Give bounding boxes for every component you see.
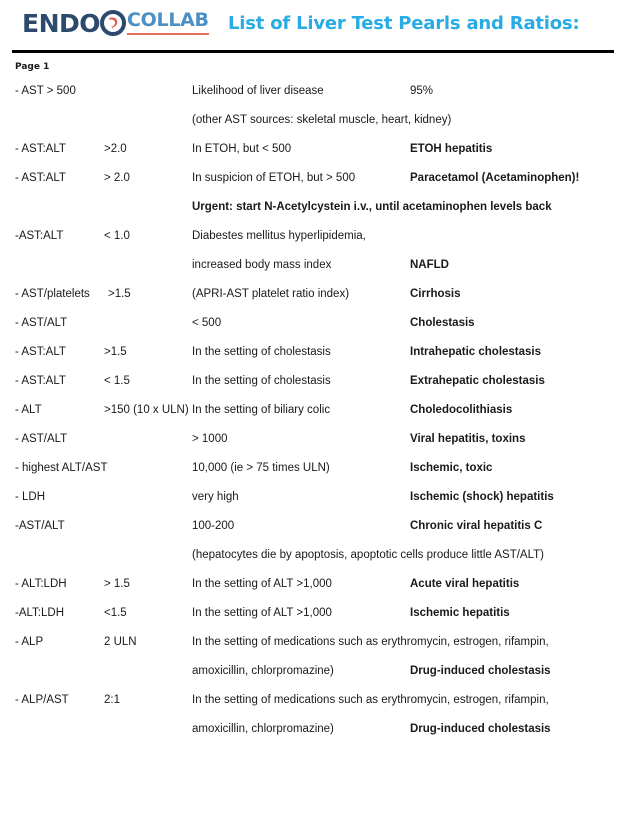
endoscope-stomach-icon — [100, 10, 126, 36]
diagnosis-cell: Extrahepatic cholestasis — [410, 375, 545, 387]
table-row — [0, 519, 626, 548]
diagnosis-cell: Viral hepatitis, toxins — [410, 433, 526, 445]
description-cell: In the setting of cholestasis — [192, 375, 331, 387]
test-value-cell: >2.0 — [104, 143, 127, 155]
diagnosis-cell: Ischemic hepatitis — [410, 607, 510, 619]
test-name-cell: -ALT:LDH — [15, 607, 64, 619]
description-cell: In suspicion of ETOH, but > 500 — [192, 172, 356, 184]
table-row — [0, 345, 626, 374]
test-value-cell: < 1.5 — [104, 375, 130, 387]
description-cell: In the setting of ALT >1,000 — [192, 578, 332, 590]
table-row — [0, 84, 626, 113]
table-row — [0, 142, 626, 171]
test-name-cell: - highest ALT/AST — [15, 462, 108, 474]
test-value-cell: 2 ULN — [104, 636, 137, 648]
table-row — [0, 432, 626, 461]
logo-accent-underline — [127, 33, 209, 35]
test-value-cell: >1.5 — [104, 346, 127, 358]
test-name-cell: - ALP — [15, 636, 44, 648]
table-row — [0, 200, 626, 229]
description-cell: amoxicillin, chlorpromazine) — [192, 723, 334, 735]
test-name-cell: -AST/ALT — [15, 520, 65, 532]
page-title: List of Liver Test Pearls and Ratios: — [228, 13, 580, 34]
diagnosis-cell: Intrahepatic cholestasis — [410, 346, 542, 358]
diagnosis-cell: Cholestasis — [410, 317, 475, 329]
diagnosis-cell: Ischemic, toxic — [410, 462, 493, 474]
test-name-cell: - AST:ALT — [15, 172, 66, 184]
table-row — [0, 403, 626, 432]
description-cell: In the setting of medications such as erythromycin, estrogen, rifampin, — [192, 694, 549, 706]
table-row — [0, 113, 626, 142]
table-row — [0, 606, 626, 635]
table-row — [0, 722, 626, 751]
test-value-cell: >1.5 — [108, 288, 131, 300]
liver-test-table — [0, 84, 626, 751]
test-name-cell: - AST/ALT — [15, 317, 68, 329]
description-cell: In the setting of ALT >1,000 — [192, 607, 332, 619]
test-name-cell: - AST:ALT — [15, 375, 66, 387]
description-cell: Diabestes mellitus hyperlipidemia, — [192, 230, 366, 242]
logo-text-collab: COLLAB — [127, 9, 209, 31]
diagnosis-cell: Choledocolithiasis — [410, 404, 513, 416]
test-name-cell: - AST:ALT — [15, 346, 66, 358]
table-row — [0, 287, 626, 316]
diagnosis-cell: Chronic viral hepatitis C — [410, 520, 543, 532]
test-name-cell: -AST:ALT — [15, 230, 64, 242]
description-cell: In the setting of medications such as erythromycin, estrogen, rifampin, — [192, 636, 549, 648]
test-value-cell: <1.5 — [104, 607, 127, 619]
description-cell: very high — [192, 491, 239, 503]
test-value-cell: >150 (10 x ULN) — [104, 404, 189, 416]
test-value-cell: > 2.0 — [104, 172, 130, 184]
description-cell: 100-200 — [192, 520, 235, 532]
test-name-cell: - LDH — [15, 491, 46, 503]
test-name-cell: - AST/ALT — [15, 433, 68, 445]
table-row — [0, 461, 626, 490]
test-value-cell: > 1.5 — [104, 578, 130, 590]
test-name-cell: - ALT:LDH — [15, 578, 67, 590]
table-row — [0, 490, 626, 519]
test-name-cell: - ALP/AST — [15, 694, 69, 706]
diagnosis-cell: ETOH hepatitis — [410, 143, 493, 155]
document-header — [0, 0, 626, 72]
description-cell: 10,000 (ie > 75 times ULN) — [192, 462, 330, 474]
description-cell: In ETOH, but < 500 — [192, 143, 292, 155]
table-row — [0, 229, 626, 258]
test-value-cell: < 1.0 — [104, 230, 130, 242]
description-cell: < 500 — [192, 317, 222, 329]
table-row — [0, 316, 626, 345]
diagnosis-cell: Drug-induced cholestasis — [410, 723, 551, 735]
description-cell: amoxicillin, chlorpromazine) — [192, 665, 334, 677]
logo-text-collab-wrap — [127, 11, 209, 35]
table-row — [0, 635, 626, 664]
table-row — [0, 664, 626, 693]
description-cell: (other AST sources: skeletal muscle, heart, kidney) — [192, 114, 452, 126]
test-name-cell: - ALT — [15, 404, 42, 416]
table-row — [0, 374, 626, 403]
description-cell: > 1000 — [192, 433, 228, 445]
logo-text-endo: ENDO — [22, 8, 101, 38]
description-cell: Urgent: start N-Acetylcystein i.v., until acetaminophen levels back — [192, 201, 552, 213]
diagnosis-cell: Acute viral hepatitis — [410, 578, 520, 590]
diagnosis-cell: Cirrhosis — [410, 288, 461, 300]
table-row — [0, 171, 626, 200]
header-divider — [12, 50, 614, 53]
description-cell: Likelihood of liver disease — [192, 85, 324, 97]
test-name-cell: - AST:ALT — [15, 143, 66, 155]
test-name-cell: - AST/platelets — [15, 288, 90, 300]
diagnosis-cell: Ischemic (shock) hepatitis — [410, 491, 554, 503]
table-row — [0, 693, 626, 722]
description-cell: (APRI-AST platelet ratio index) — [192, 288, 350, 300]
test-name-cell: - AST > 500 — [15, 85, 76, 97]
description-cell: (hepatocytes die by apoptosis, apoptotic cells produce little AST/ALT) — [192, 549, 545, 561]
page-number-label: Page 1 — [15, 62, 50, 72]
diagnosis-cell: NAFLD — [410, 259, 449, 271]
table-row — [0, 577, 626, 606]
description-cell: In the setting of biliary colic — [192, 404, 331, 416]
diagnosis-cell: Drug-induced cholestasis — [410, 665, 551, 677]
diagnosis-cell: 95% — [410, 85, 434, 97]
test-value-cell: 2:1 — [104, 694, 120, 706]
table-row — [0, 258, 626, 287]
description-cell: increased body mass index — [192, 259, 332, 271]
diagnosis-cell: Paracetamol (Acetaminophen)! — [410, 172, 580, 184]
description-cell: In the setting of cholestasis — [192, 346, 331, 358]
endocollab-logo — [22, 8, 209, 38]
table-row — [0, 548, 626, 577]
